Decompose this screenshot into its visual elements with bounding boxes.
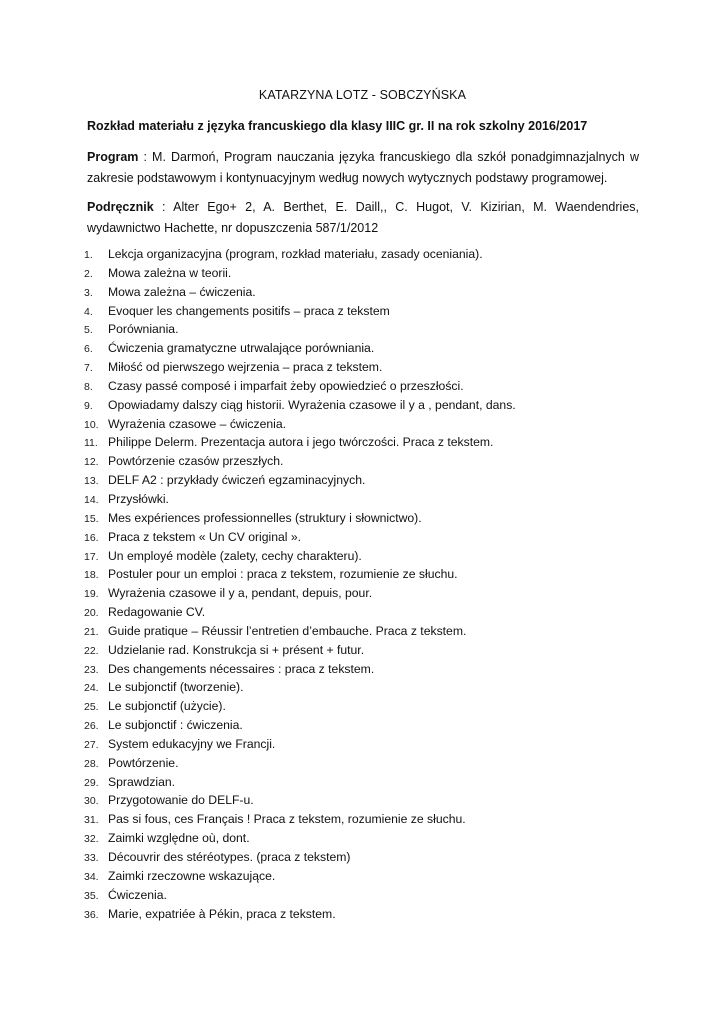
list-item (84, 245, 644, 264)
list-item-text: Wyrażenia czasowe – ćwiczenia. (108, 416, 287, 431)
list-item-number: 28. (84, 757, 99, 770)
textbook-label: Podręcznik (87, 200, 154, 214)
list-item (84, 547, 644, 566)
list-item-number: 25. (84, 701, 99, 714)
list-item-text: Des changements nécessaires : praca z tekstem. (108, 661, 375, 676)
list-item-text: Przygotowanie do DELF-u. (108, 793, 254, 808)
list-item-number: 20. (84, 607, 99, 620)
list-item (84, 565, 644, 584)
list-item-text: Miłość od pierwszego wejrzenia – praca z tekstem. (108, 360, 383, 375)
list-item-text: Wyrażenia czasowe il y a, pendant, depuis, pour. (108, 586, 373, 601)
list-item-text: Ćwiczenia gramatyczne utrwalające porówniania. (108, 341, 375, 356)
list-item (84, 848, 644, 867)
list-item-number: 35. (84, 889, 99, 902)
list-item (84, 415, 644, 434)
list-item-number: 31. (84, 814, 99, 827)
list-item-number: 23. (84, 663, 99, 676)
list-item-number: 10. (84, 418, 99, 431)
list-item-text: Porówniania. (108, 322, 179, 337)
list-item (84, 528, 644, 547)
list-item (84, 452, 644, 471)
list-item-text: Un employé modèle (zalety, cechy charakteru). (108, 548, 362, 563)
list-item-number: 6. (84, 343, 93, 356)
list-item-text: Postuler pour un emploi : praca z tekstem, rozumienie ze słuchu. (108, 567, 458, 582)
list-item-number: 12. (84, 456, 99, 469)
list-item-text: Mowa zależna w teorii. (108, 265, 232, 280)
list-item (84, 302, 644, 321)
list-item-number: 22. (84, 644, 99, 657)
list-item-number: 36. (84, 908, 99, 921)
list-item-text: Découvrir des stéréotypes. (praca z tekstem) (108, 850, 351, 864)
list-item (84, 791, 644, 810)
list-item-text: Przysłówki. (108, 491, 169, 506)
list-item-number: 8. (84, 380, 93, 393)
list-item (84, 339, 644, 358)
list-item-text: Ćwiczenia. (108, 887, 167, 902)
list-item-number: 24. (84, 682, 99, 695)
list-item-number: 32. (84, 833, 99, 846)
list-item (84, 471, 644, 490)
list-item-text: Praca z tekstem « Un CV original ». (108, 529, 302, 544)
list-item (84, 584, 644, 603)
program-label: Program (87, 150, 139, 164)
list-item-text: Czasy passé composé i imparfait żeby opowiedzieć o przeszłości. (108, 378, 464, 393)
list-item-number: 30. (84, 795, 99, 808)
textbook-paragraph (87, 197, 639, 239)
list-item-number: 27. (84, 738, 99, 751)
list-item-number: 13. (84, 475, 99, 488)
list-item-number: 7. (84, 362, 93, 375)
list-item (84, 396, 644, 415)
list-item (84, 867, 644, 886)
list-item-number: 11. (84, 437, 98, 450)
textbook-text: : Alter Ego+ 2, A. Berthet, E. Daill,, C. Hugot, V. Kizirian, M. Waendendries, wydawnictwo Hachette, nr dopuszczenia 587/1/2012 (87, 200, 639, 235)
list-item-text: DELF A2 : przykłady ćwiczeń egzaminacyjnych. (108, 473, 366, 488)
list-item-number: 29. (84, 776, 99, 789)
list-item (84, 905, 644, 924)
list-item-text: Udzielanie rad. Konstrukcja si + présent + futur. (108, 642, 365, 657)
list-item-text: Guide pratique – Réussir l’entretien d’embauche. Praca z tekstem. (108, 623, 467, 638)
program-text: : M. Darmoń, Program nauczania języka francuskiego dla szkół ponadgimnazjalnych w zakresie podstawowym i kontynuacyjnym według nowych wytycznych podstawy programowej. (87, 150, 639, 185)
list-item-text: Mowa zależna – ćwiczenia. (108, 284, 256, 299)
list-item-text: Pas si fous, ces Français ! Praca z tekstem, rozumienie ze słuchu. (108, 812, 466, 827)
list-item-text: Opowiadamy dalszy ciąg historii. Wyrażenia czasowe il y a , pendant, dans. (108, 397, 516, 412)
lesson-list (84, 245, 644, 923)
list-item (84, 773, 644, 792)
list-item (84, 433, 644, 452)
list-item-text: Philippe Delerm. Prezentacja autora i jego twórczości. Praca z tekstem. (108, 435, 494, 450)
list-item-number: 14. (84, 493, 99, 506)
list-item-number: 4. (84, 305, 93, 318)
list-item (84, 264, 644, 283)
list-item-text: Evoquer les changements positifs – praca z tekstem (108, 303, 390, 318)
list-item-number: 15. (84, 512, 99, 525)
list-item (84, 283, 644, 302)
list-item-number: 18. (84, 569, 99, 582)
list-item-text: Lekcja organizacyjna (program, rozkład materiału, zasady oceniania). (108, 247, 483, 261)
list-item-number: 1. (84, 249, 93, 261)
list-item (84, 697, 644, 716)
program-paragraph (87, 147, 639, 189)
list-item-number: 17. (84, 550, 99, 563)
document-title: Rozkład materiału z języka francuskiego dla klasy IIIC gr. II na rok szkolny 2016/2017 (87, 119, 588, 133)
list-item-text: Le subjonctif (tworzenie). (108, 680, 244, 695)
list-item (84, 660, 644, 679)
list-item-text: System edukacyjny we Francji. (108, 736, 276, 751)
list-item-number: 5. (84, 324, 93, 337)
list-item-number: 9. (84, 399, 93, 412)
list-item (84, 829, 644, 848)
list-item-number: 33. (84, 852, 99, 864)
list-item-text: Le subjonctif : ćwiczenia. (108, 718, 243, 733)
list-item-text: Sprawdzian. (108, 774, 176, 789)
list-item-text: Zaimki względne où, dont. (108, 831, 250, 846)
list-item (84, 320, 644, 339)
list-item (84, 735, 644, 754)
list-item-number: 21. (84, 625, 99, 638)
list-item-text: Le subjonctif (użycie). (108, 699, 226, 714)
list-item (84, 509, 644, 528)
list-item-text: Powtórzenie. (108, 755, 179, 770)
list-item (84, 810, 644, 829)
list-item-number: 2. (84, 267, 93, 280)
list-item (84, 358, 644, 377)
list-item (84, 716, 644, 735)
list-item-number: 19. (84, 588, 99, 601)
list-item (84, 678, 644, 697)
list-item-text: Marie, expatriée à Pékin, praca z tekstem. (108, 906, 336, 921)
list-item (84, 754, 644, 773)
list-item (84, 377, 644, 396)
list-item-text: Zaimki rzeczowne wskazujące. (108, 868, 276, 883)
list-item-number: 26. (84, 720, 99, 733)
list-item-number: 16. (84, 531, 99, 544)
list-item-text: Redagowanie CV. (108, 605, 206, 620)
list-item-number: 34. (84, 870, 99, 883)
list-item (84, 622, 644, 641)
author-name: KATARZYNA LOTZ - SOBCZYŃSKA (258, 88, 467, 102)
list-item (84, 603, 644, 622)
list-item-text: Mes expériences professionnelles (struktury i słownictwo). (108, 510, 422, 525)
list-item (84, 886, 644, 905)
list-item-text: Powtórzenie czasów przeszłych. (108, 454, 284, 469)
list-item (84, 490, 644, 509)
list-item-number: 3. (84, 286, 93, 299)
list-item (84, 641, 644, 660)
